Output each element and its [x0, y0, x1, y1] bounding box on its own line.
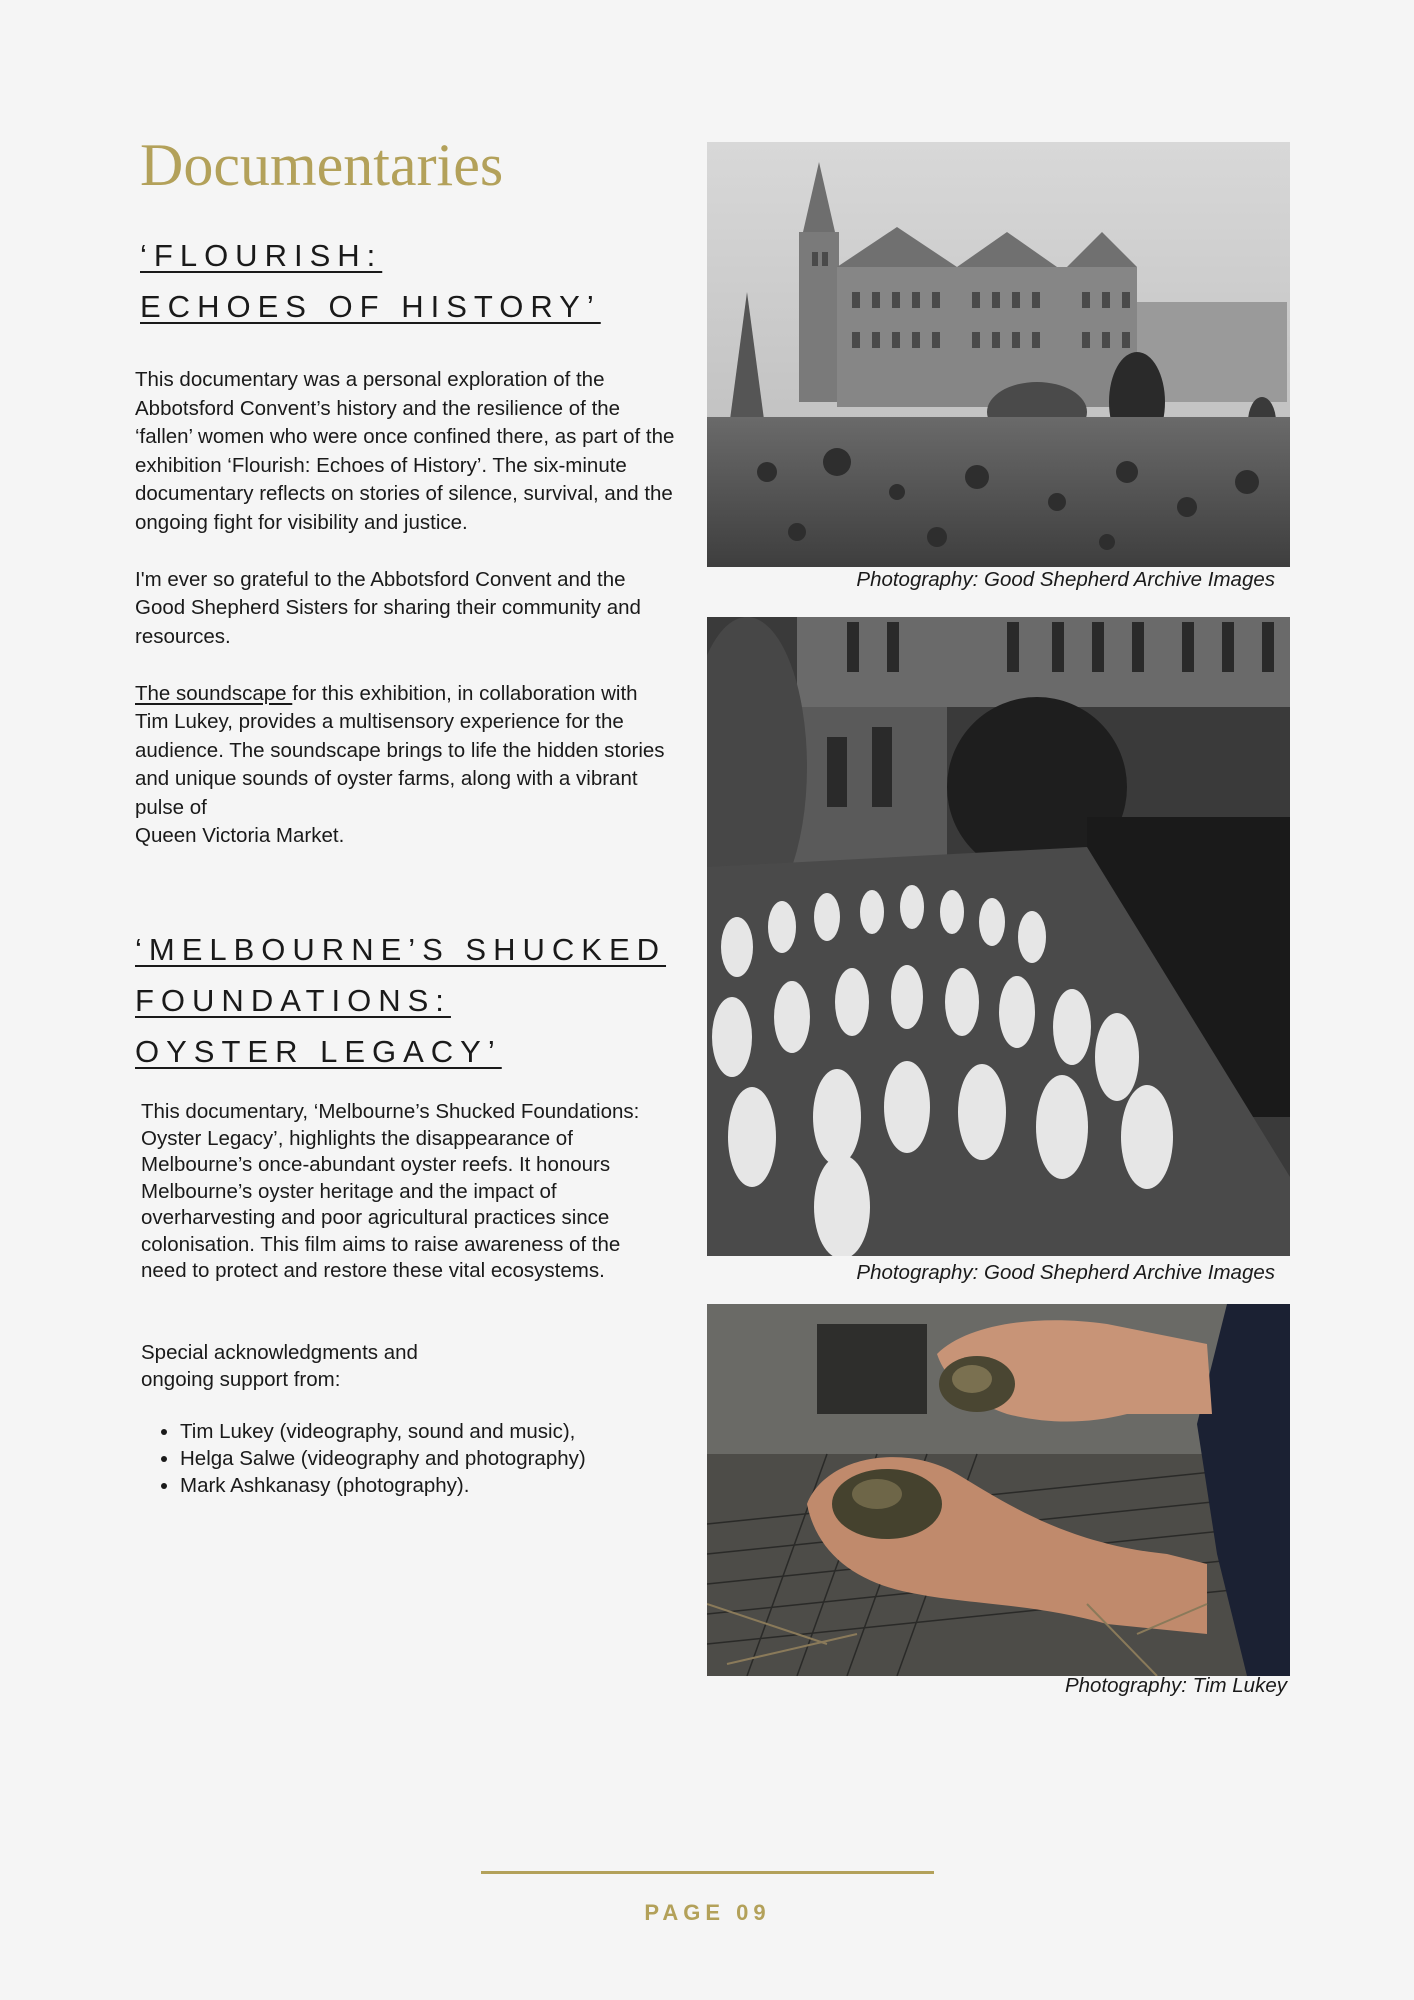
photo-caption: Photography: Good Shepherd Archive Images [856, 1261, 1275, 1284]
paragraph: This documentary, ‘Melbourne’s Shucked Foundations: Oyster Legacy’, highlights the disappearance of Melbourne’s once-abundant oyster reefs. It honours Melbourne’s oyster heritage and the impact of overharvesting and poor agricultural practices since colonisation. This film aims to raise awareness of the need to protect and restore these vital ecosystems. [141, 1100, 640, 1282]
girls-exercise-image [707, 617, 1290, 1256]
paragraph-text: for this exhibition, in collaboration with Tim Lukey, provides a multisensory experience for the audience. The soundscape brings to life the hidden stories and unique sounds of oyster farms, along with a vibrant pulse of [135, 681, 665, 819]
heading-line: ECHOES OF HISTORY’ [140, 289, 601, 324]
oysters-in-hands-photo [707, 1304, 1290, 1676]
flourish-description [135, 366, 675, 851]
photo-caption: Photography: Good Shepherd Archive Images [856, 568, 1275, 591]
page-title: Documentaries [140, 132, 504, 198]
oyster-legacy-description [141, 1099, 671, 1285]
convent-building-image [707, 142, 1290, 567]
heading-line: OYSTER LEGACY’ [135, 1034, 502, 1069]
credits-list [135, 1418, 720, 1499]
heading-line: ‘FLOURISH: [140, 238, 383, 273]
paragraph-text: Queen Victoria Market. [135, 824, 345, 847]
list-item: • Helga Salwe (videography and photography) [180, 1445, 720, 1472]
girls-exercise-photo [707, 617, 1290, 1256]
heading-line: FOUNDATIONS: [135, 983, 451, 1018]
heading-line: ‘MELBOURNE’S SHUCKED [135, 932, 667, 967]
list-item: • Mark Ashkanasy (photography). [180, 1472, 720, 1499]
photo-caption: Photography: Tim Lukey [1064, 1674, 1287, 1697]
section-heading-oyster-legacy [135, 924, 666, 1077]
paragraph: This documentary was a personal exploration of the Abbotsford Convent’s history and the resilience of the ‘fallen’ women who were once confined there, as part of the exhibition ‘Flourish: Echoes of History’. The six-minute documentary reflects on stories of silence, survival, and the ongoing fight for visibility and justice. [135, 368, 675, 534]
section-heading-flourish [140, 230, 601, 332]
acknowledgments [141, 1339, 671, 1393]
soundscape-link[interactable]: The soundscape [135, 681, 293, 705]
paragraph [135, 680, 675, 851]
paragraph: I'm ever so grateful to the Abbotsford Convent and the Good Shepherd Sisters for sharing their community and resources. [135, 567, 641, 648]
convent-building-photo [707, 142, 1290, 567]
footer-divider [481, 1871, 934, 1874]
ack-text: Special acknowledgments and ongoing support from: [141, 1341, 418, 1391]
page-number: PAGE 09 [644, 1900, 771, 1925]
oysters-in-hands-image [707, 1304, 1290, 1676]
list-item: • Tim Lukey (videography, sound and music), [180, 1418, 720, 1445]
